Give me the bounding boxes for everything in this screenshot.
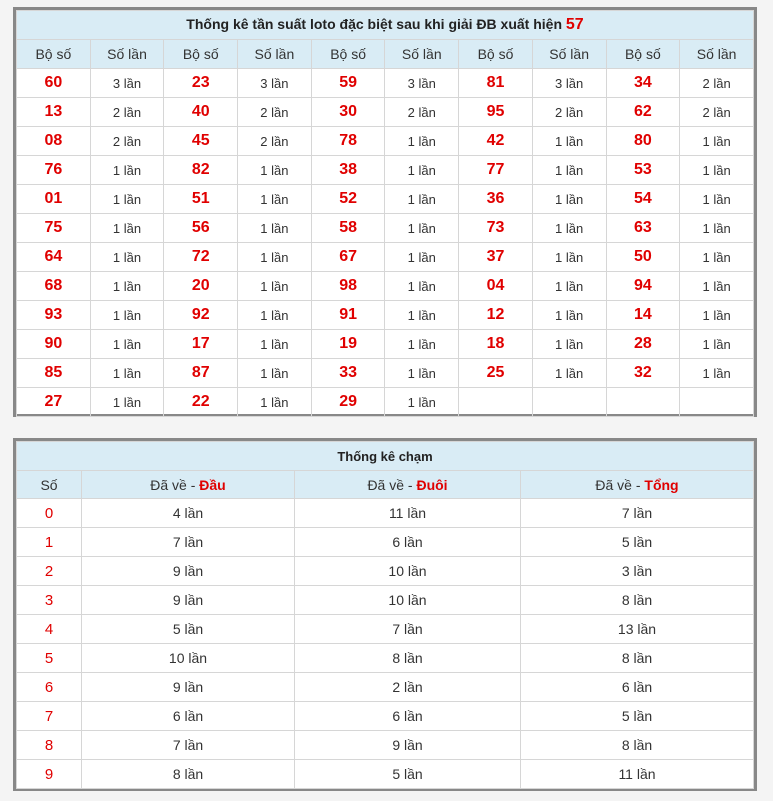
loto-count: 2 lần [385, 98, 459, 127]
table-row [17, 586, 754, 615]
frequency-table [16, 10, 754, 417]
loto-number: 18 [459, 330, 533, 359]
loto-number: 72 [164, 243, 238, 272]
table-row [17, 243, 754, 272]
header-tong: Đã về - Tổng [521, 471, 754, 499]
table-row [17, 760, 754, 789]
digit: 6 [17, 673, 82, 702]
loto-number: 68 [17, 272, 91, 301]
loto-count: 1 lần [90, 388, 164, 417]
loto-number: 50 [606, 243, 680, 272]
tong-count: 5 lần [521, 702, 754, 731]
header-so-lan: Số lần [90, 40, 164, 69]
loto-number: 22 [164, 388, 238, 417]
cham-header-row [17, 471, 754, 499]
loto-count: 2 lần [532, 98, 606, 127]
digit: 5 [17, 644, 82, 673]
loto-number: 58 [311, 214, 385, 243]
loto-number: 81 [459, 69, 533, 98]
loto-count [532, 388, 606, 417]
loto-number: 76 [17, 156, 91, 185]
loto-count: 1 lần [90, 330, 164, 359]
loto-count: 2 lần [238, 98, 312, 127]
loto-count: 1 lần [680, 214, 754, 243]
tong-count: 8 lần [521, 644, 754, 673]
loto-count: 1 lần [680, 330, 754, 359]
table-row [17, 359, 754, 388]
loto-count: 1 lần [680, 156, 754, 185]
loto-count: 1 lần [680, 185, 754, 214]
loto-number: 95 [459, 98, 533, 127]
loto-count: 1 lần [532, 359, 606, 388]
loto-count: 1 lần [385, 243, 459, 272]
loto-number: 38 [311, 156, 385, 185]
table-row [17, 615, 754, 644]
loto-number: 51 [164, 185, 238, 214]
table-row [17, 156, 754, 185]
loto-number: 14 [606, 301, 680, 330]
tong-count: 7 lần [521, 499, 754, 528]
digit: 4 [17, 615, 82, 644]
special-prize-number: 57 [565, 16, 584, 33]
loto-count: 1 lần [238, 301, 312, 330]
duoi-count: 6 lần [295, 528, 521, 557]
digit: 9 [17, 760, 82, 789]
dau-count: 4 lần [82, 499, 295, 528]
loto-number: 94 [606, 272, 680, 301]
loto-number: 54 [606, 185, 680, 214]
loto-count: 1 lần [680, 127, 754, 156]
table-row [17, 731, 754, 760]
dau-count: 10 lần [82, 644, 295, 673]
header-so-lan: Số lần [385, 40, 459, 69]
loto-count: 3 lần [238, 69, 312, 98]
duoi-count: 11 lần [295, 499, 521, 528]
loto-count: 2 lần [238, 127, 312, 156]
table-row [17, 185, 754, 214]
loto-count: 1 lần [532, 272, 606, 301]
table-row [17, 673, 754, 702]
header-bo-so: Bộ số [17, 40, 91, 69]
loto-number: 63 [606, 214, 680, 243]
digit: 0 [17, 499, 82, 528]
loto-number: 87 [164, 359, 238, 388]
loto-number: 98 [311, 272, 385, 301]
loto-number: 93 [17, 301, 91, 330]
table-row [17, 528, 754, 557]
loto-count: 1 lần [385, 156, 459, 185]
dau-count: 9 lần [82, 557, 295, 586]
loto-count: 1 lần [238, 359, 312, 388]
loto-number: 62 [606, 98, 680, 127]
loto-number: 32 [606, 359, 680, 388]
loto-number [606, 388, 680, 417]
table-row [17, 330, 754, 359]
loto-count: 1 lần [385, 185, 459, 214]
header-so-lan: Số lần [680, 40, 754, 69]
digit: 1 [17, 528, 82, 557]
loto-count: 1 lần [90, 359, 164, 388]
loto-count: 1 lần [680, 301, 754, 330]
cham-panel [13, 438, 757, 791]
loto-number: 08 [17, 127, 91, 156]
loto-number: 01 [17, 185, 91, 214]
loto-number: 42 [459, 127, 533, 156]
loto-count: 2 lần [90, 98, 164, 127]
loto-count: 2 lần [90, 127, 164, 156]
loto-count: 1 lần [532, 214, 606, 243]
duoi-count: 7 lần [295, 615, 521, 644]
loto-count [680, 388, 754, 417]
loto-number: 13 [17, 98, 91, 127]
loto-number: 53 [606, 156, 680, 185]
dau-count: 7 lần [82, 731, 295, 760]
digit: 7 [17, 702, 82, 731]
tong-count: 8 lần [521, 731, 754, 760]
loto-number: 85 [17, 359, 91, 388]
dau-count: 9 lần [82, 673, 295, 702]
loto-number: 12 [459, 301, 533, 330]
duoi-count: 5 lần [295, 760, 521, 789]
loto-count: 2 lần [680, 98, 754, 127]
loto-number: 80 [606, 127, 680, 156]
table-row [17, 557, 754, 586]
loto-count: 1 lần [90, 185, 164, 214]
loto-number: 92 [164, 301, 238, 330]
loto-number: 78 [311, 127, 385, 156]
loto-count: 1 lần [90, 272, 164, 301]
tong-count: 8 lần [521, 586, 754, 615]
loto-count: 2 lần [680, 69, 754, 98]
loto-count: 1 lần [90, 301, 164, 330]
loto-count: 1 lần [385, 330, 459, 359]
loto-number: 90 [17, 330, 91, 359]
loto-number: 27 [17, 388, 91, 417]
loto-count: 1 lần [385, 127, 459, 156]
loto-count: 1 lần [90, 214, 164, 243]
loto-count: 1 lần [532, 185, 606, 214]
loto-number: 30 [311, 98, 385, 127]
table-row [17, 499, 754, 528]
table-row [17, 644, 754, 673]
loto-count: 3 lần [385, 69, 459, 98]
loto-count: 1 lần [385, 388, 459, 417]
header-bo-so: Bộ số [164, 40, 238, 69]
frequency-title: Thống kê tần suất loto đặc biệt sau khi giải ĐB xuất hiện 57 [17, 11, 754, 40]
frequency-header-row [17, 40, 754, 69]
duoi-count: 10 lần [295, 557, 521, 586]
loto-count: 1 lần [385, 359, 459, 388]
table-row [17, 127, 754, 156]
frequency-panel [13, 7, 757, 417]
duoi-count: 9 lần [295, 731, 521, 760]
loto-number: 25 [459, 359, 533, 388]
dau-count: 7 lần [82, 528, 295, 557]
duoi-count: 8 lần [295, 644, 521, 673]
loto-count: 1 lần [90, 156, 164, 185]
loto-number: 23 [164, 69, 238, 98]
loto-count: 1 lần [532, 127, 606, 156]
loto-number: 77 [459, 156, 533, 185]
cham-title: Thống kê chạm [17, 442, 754, 471]
table-row [17, 272, 754, 301]
loto-count: 1 lần [238, 243, 312, 272]
loto-number: 45 [164, 127, 238, 156]
loto-count: 1 lần [532, 330, 606, 359]
header-so-lan: Số lần [238, 40, 312, 69]
header-dau: Đã về - Đầu [82, 471, 295, 499]
loto-count: 1 lần [532, 243, 606, 272]
loto-number: 37 [459, 243, 533, 272]
tong-count: 6 lần [521, 673, 754, 702]
loto-number: 56 [164, 214, 238, 243]
loto-count: 1 lần [385, 272, 459, 301]
loto-count: 1 lần [238, 388, 312, 417]
loto-number: 64 [17, 243, 91, 272]
cham-table [16, 441, 754, 789]
dau-count: 6 lần [82, 702, 295, 731]
loto-number: 91 [311, 301, 385, 330]
loto-number: 73 [459, 214, 533, 243]
loto-count: 1 lần [238, 214, 312, 243]
loto-number: 82 [164, 156, 238, 185]
loto-count: 1 lần [238, 272, 312, 301]
loto-number: 20 [164, 272, 238, 301]
loto-count: 1 lần [680, 359, 754, 388]
dau-count: 8 lần [82, 760, 295, 789]
loto-count: 1 lần [90, 243, 164, 272]
header-so: Số [17, 471, 82, 499]
duoi-count: 6 lần [295, 702, 521, 731]
loto-number: 67 [311, 243, 385, 272]
loto-number: 33 [311, 359, 385, 388]
loto-count: 1 lần [238, 185, 312, 214]
loto-count: 1 lần [385, 301, 459, 330]
digit: 2 [17, 557, 82, 586]
loto-number: 28 [606, 330, 680, 359]
tong-count: 3 lần [521, 557, 754, 586]
header-bo-so: Bộ số [606, 40, 680, 69]
loto-number: 75 [17, 214, 91, 243]
tong-count: 13 lần [521, 615, 754, 644]
table-row [17, 301, 754, 330]
duoi-count: 10 lần [295, 586, 521, 615]
dau-count: 5 lần [82, 615, 295, 644]
loto-number [459, 388, 533, 417]
loto-count: 1 lần [385, 214, 459, 243]
header-bo-so: Bộ số [311, 40, 385, 69]
digit: 8 [17, 731, 82, 760]
loto-number: 29 [311, 388, 385, 417]
loto-number: 60 [17, 69, 91, 98]
table-row [17, 214, 754, 243]
duoi-count: 2 lần [295, 673, 521, 702]
loto-count: 1 lần [680, 272, 754, 301]
table-row [17, 98, 754, 127]
loto-number: 17 [164, 330, 238, 359]
tong-count: 5 lần [521, 528, 754, 557]
loto-count: 1 lần [532, 156, 606, 185]
loto-count: 1 lần [238, 156, 312, 185]
table-row [17, 702, 754, 731]
loto-count: 3 lần [90, 69, 164, 98]
header-so-lan: Số lần [532, 40, 606, 69]
header-duoi: Đã về - Đuôi [295, 471, 521, 499]
loto-count: 3 lần [532, 69, 606, 98]
table-row [17, 69, 754, 98]
loto-count: 1 lần [532, 301, 606, 330]
loto-number: 40 [164, 98, 238, 127]
loto-count: 1 lần [238, 330, 312, 359]
loto-number: 36 [459, 185, 533, 214]
loto-number: 34 [606, 69, 680, 98]
loto-count: 1 lần [680, 243, 754, 272]
table-row [17, 388, 754, 417]
loto-number: 59 [311, 69, 385, 98]
dau-count: 9 lần [82, 586, 295, 615]
digit: 3 [17, 586, 82, 615]
header-bo-so: Bộ số [459, 40, 533, 69]
loto-number: 52 [311, 185, 385, 214]
loto-number: 19 [311, 330, 385, 359]
loto-number: 04 [459, 272, 533, 301]
tong-count: 11 lần [521, 760, 754, 789]
